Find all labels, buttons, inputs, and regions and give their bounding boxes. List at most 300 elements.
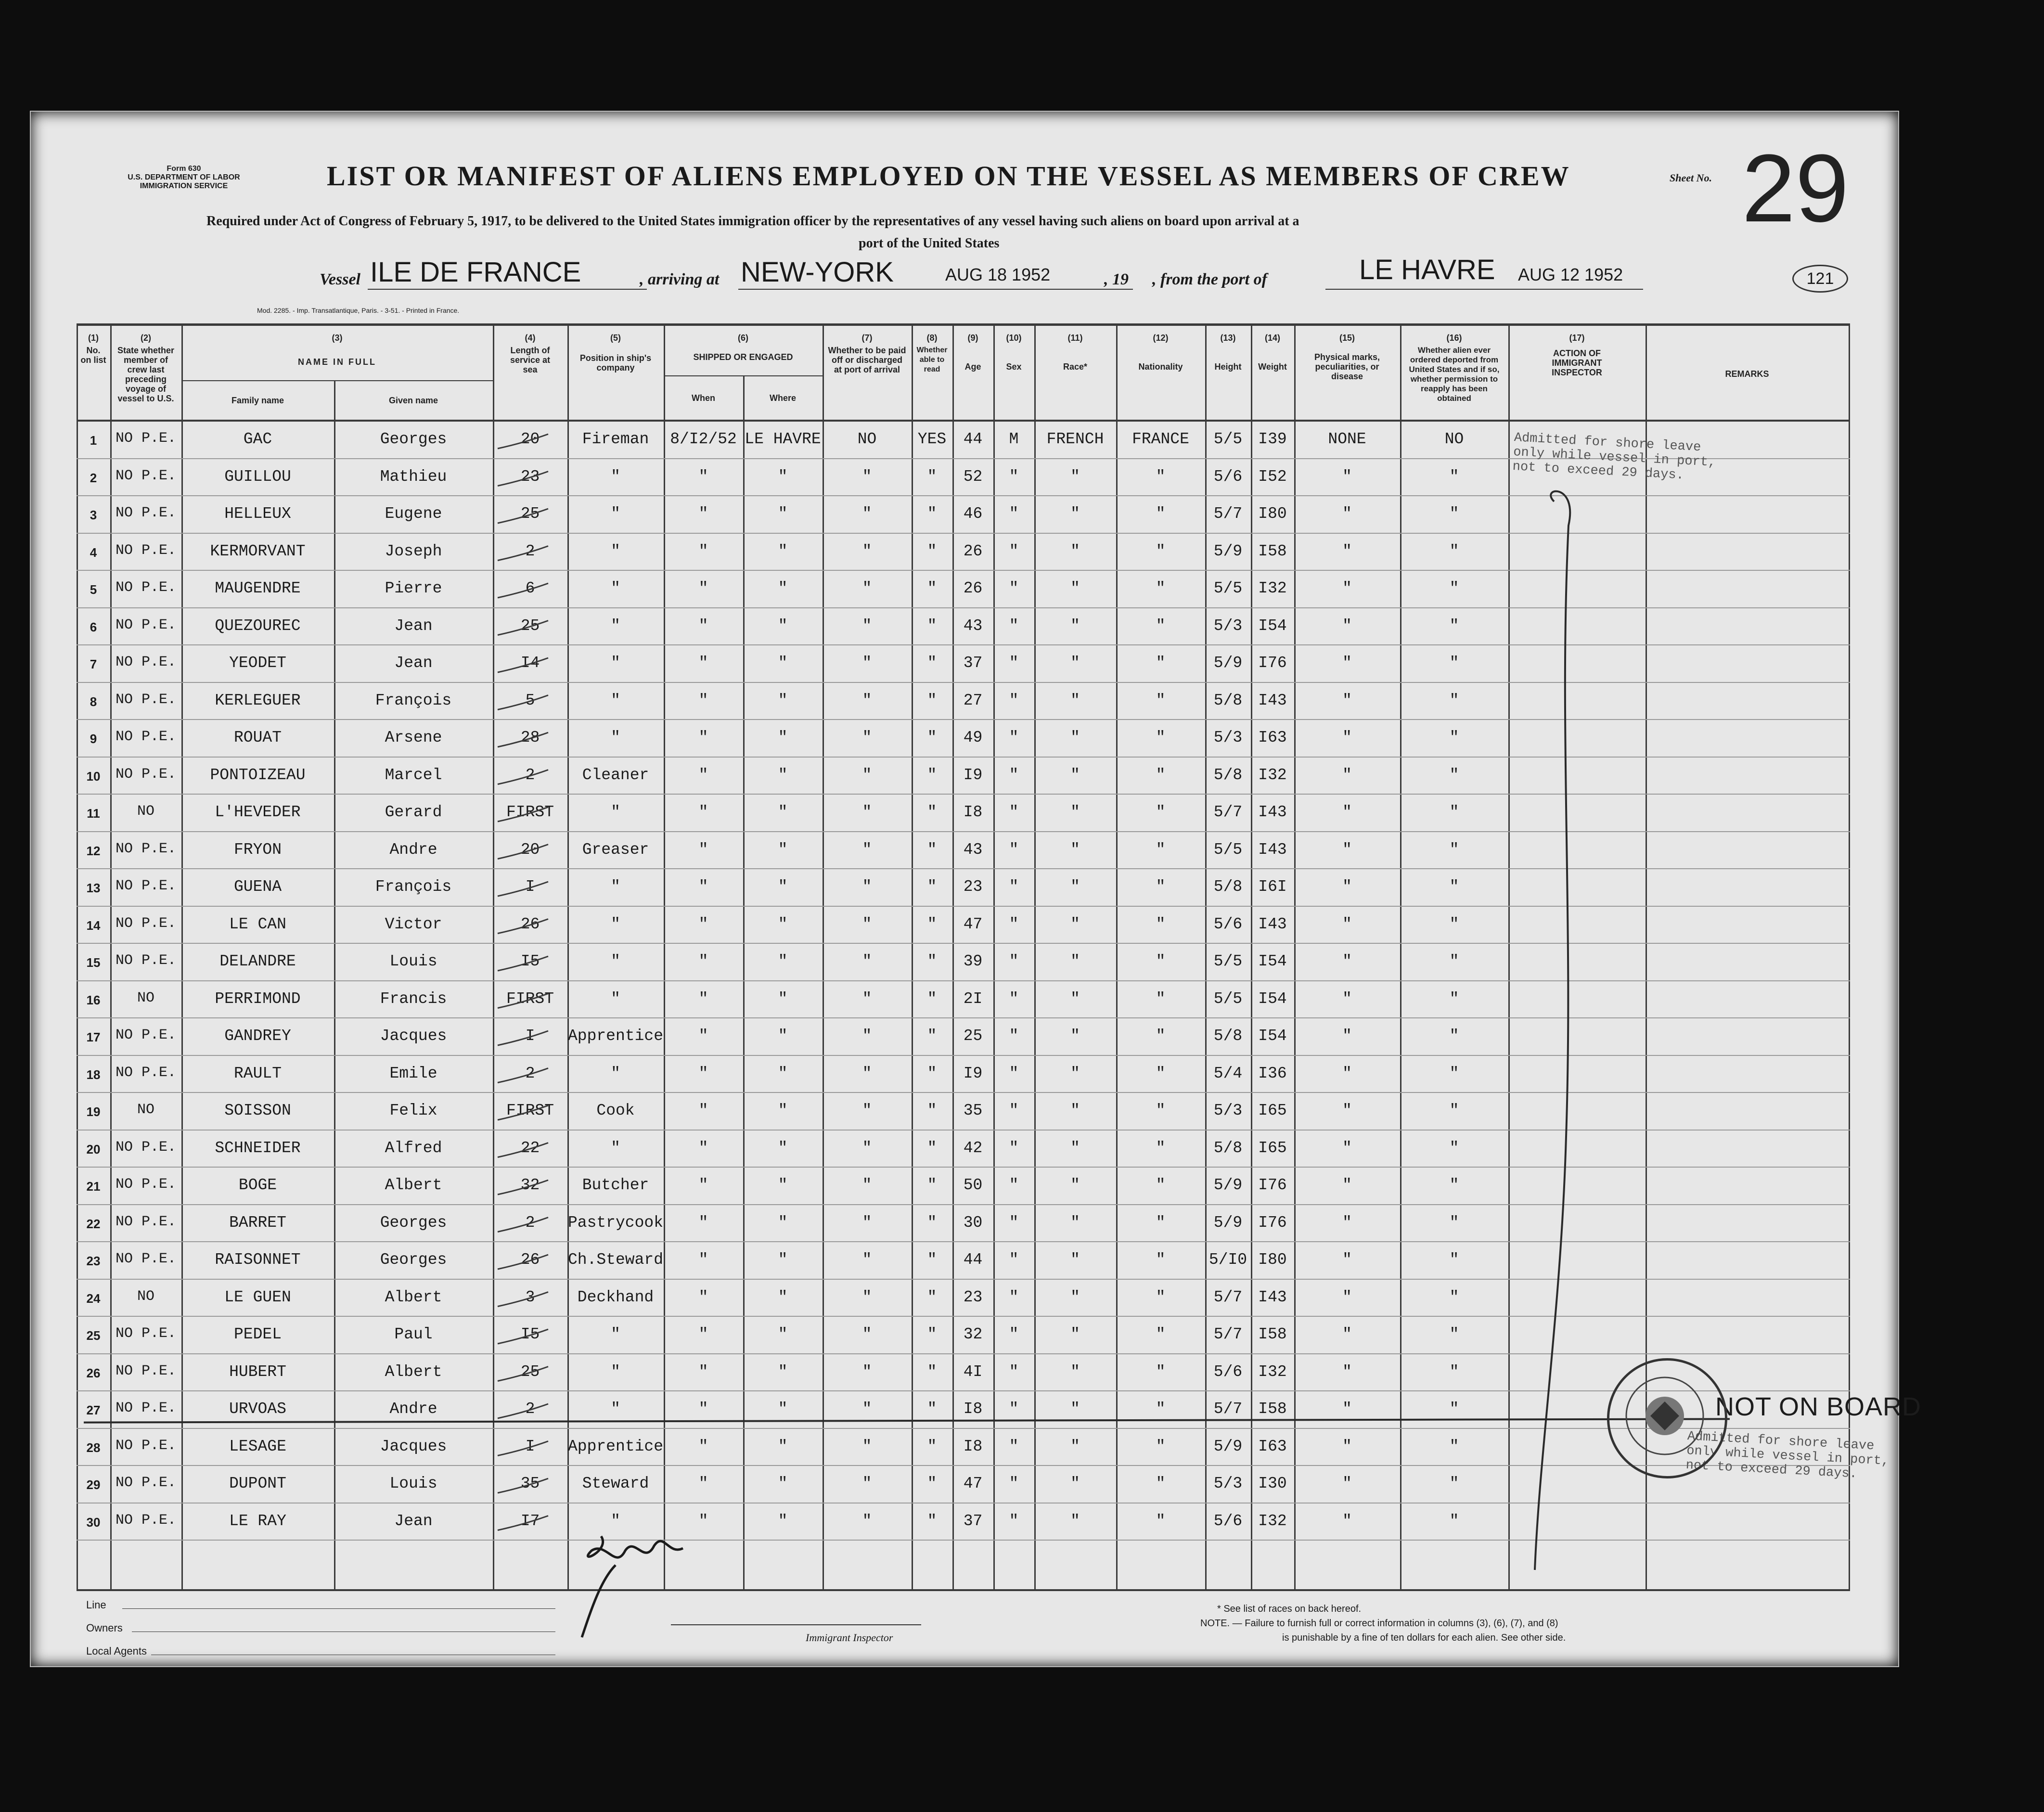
- cell-age: I8: [963, 803, 983, 821]
- cell-deported: ": [1449, 579, 1459, 597]
- cell-shipped-where: ": [778, 1288, 788, 1306]
- cell-weight: I63: [1258, 1437, 1287, 1455]
- cell-shipped-when: ": [698, 1102, 708, 1119]
- pencil-tick: [498, 1441, 548, 1456]
- cell-shipped-when: 8/I2/52: [670, 430, 737, 448]
- cell-shipped-when: ": [698, 467, 708, 486]
- cell-weight: I63: [1258, 729, 1287, 746]
- cell-height: 5/5: [1213, 952, 1243, 970]
- cell-nationality: ": [1156, 1251, 1166, 1269]
- cell-prev-voyage: NO: [137, 1288, 154, 1305]
- cell-race: ": [1070, 915, 1080, 933]
- cell-age: I8: [963, 1400, 983, 1418]
- cell-physical-marks: ": [1342, 1362, 1352, 1381]
- cell-sex: ": [1009, 729, 1019, 746]
- cell-given-name: Andre: [389, 1400, 437, 1418]
- cell-row-number: 10: [86, 769, 101, 784]
- cell-able-to-read: ": [927, 1362, 937, 1381]
- cell-family-name: LE CAN: [229, 915, 286, 933]
- form-number: Form 630: [167, 165, 201, 173]
- cell-nationality: ": [1156, 1139, 1166, 1157]
- required-text-1: Required under Act of Congress of February 5, 1917, to be delivered to the United States immigration officer by the representatives of any vessel having such aliens on board upon arrival at a: [206, 214, 1299, 229]
- footer-line-rule: [122, 1608, 555, 1609]
- col7-label: Whether to be paid off or discharged at port of arrival: [828, 346, 906, 374]
- cell-service-length: I4: [520, 654, 540, 672]
- cell-shipped-where: ": [778, 1251, 788, 1269]
- cell-paid-off: ": [862, 915, 872, 933]
- cell-able-to-read: ": [927, 1213, 937, 1232]
- cell-given-name: Jean: [394, 1512, 433, 1530]
- cell-height: 5/5: [1213, 990, 1243, 1008]
- cell-shipped-when: ": [698, 1139, 708, 1157]
- footer-note-2: is punishable by a fine of ten dollars for each alien. See other side.: [1282, 1632, 1566, 1643]
- cell-sex: ": [1009, 1288, 1019, 1306]
- cell-weight: I54: [1258, 990, 1287, 1008]
- cell-able-to-read: ": [927, 878, 937, 896]
- col8-num: (8): [926, 333, 938, 343]
- cell-able-to-read: ": [927, 840, 937, 859]
- cell-nationality: ": [1156, 1176, 1166, 1194]
- cell-able-to-read: ": [927, 1176, 937, 1194]
- cell-height: 5/3: [1213, 729, 1243, 746]
- cell-family-name: PEDEL: [233, 1325, 282, 1343]
- cell-family-name: BARRET: [229, 1213, 286, 1232]
- cell-age: 46: [963, 505, 983, 523]
- cell-physical-marks: ": [1342, 1400, 1352, 1418]
- cell-deported: ": [1449, 766, 1459, 784]
- cell-paid-off: ": [862, 654, 872, 672]
- cell-service-length: 2: [525, 542, 535, 560]
- cell-deported: NO: [1444, 430, 1464, 448]
- cell-weight: I43: [1258, 691, 1287, 709]
- cell-race: ": [1070, 1437, 1080, 1455]
- cell-able-to-read: ": [927, 766, 937, 784]
- arriving-port: NEW-YORK: [741, 257, 894, 288]
- cell-deported: ": [1449, 990, 1459, 1008]
- col6-label: SHIPPED OR ENGAGED: [693, 352, 793, 362]
- col5-header: [567, 333, 664, 373]
- cell-height: 5/9: [1213, 1437, 1243, 1455]
- cell-age: I8: [963, 1437, 983, 1455]
- cell-deported: ": [1449, 1475, 1459, 1492]
- cell-weight: I43: [1258, 915, 1287, 933]
- cell-sex: ": [1009, 1064, 1019, 1082]
- cell-service-length: 2: [525, 1400, 535, 1418]
- cell-position: Pastrycook: [567, 1213, 664, 1232]
- cell-given-name: Georges: [380, 1213, 447, 1232]
- col9-label: Age: [964, 362, 981, 372]
- cell-position: Steward: [582, 1475, 649, 1492]
- cell-shipped-when: ": [698, 729, 708, 746]
- cell-service-length: 2: [525, 766, 535, 784]
- cell-physical-marks: ": [1342, 1325, 1352, 1343]
- col17-num: (17): [1569, 333, 1585, 343]
- cell-sex: ": [1009, 990, 1019, 1008]
- cell-age: 49: [963, 729, 983, 746]
- col14-header: [1251, 333, 1294, 372]
- cell-shipped-where: ": [778, 654, 788, 672]
- cell-shipped-when: ": [698, 1512, 708, 1530]
- cell-able-to-read: ": [927, 1437, 937, 1455]
- cell-height: 5/8: [1213, 1139, 1243, 1157]
- cell-position: ": [611, 1139, 620, 1157]
- cell-able-to-read: ": [927, 1139, 937, 1157]
- cell-deported: ": [1449, 505, 1459, 523]
- col17-label: ACTION OF IMMIGRANT INSPECTOR: [1552, 348, 1602, 377]
- cell-sex: ": [1009, 840, 1019, 859]
- col17-header: [1508, 333, 1645, 377]
- cell-physical-marks: ": [1342, 617, 1352, 635]
- cell-service-length: 26: [520, 915, 540, 933]
- sheet-label: Sheet No.: [1670, 172, 1712, 184]
- cell-physical-marks: ": [1342, 729, 1352, 746]
- cell-nationality: ": [1156, 766, 1166, 784]
- cell-service-length: FIRST: [506, 990, 554, 1008]
- cell-prev-voyage: NO P.E.: [115, 840, 177, 857]
- cell-shipped-when: ": [698, 505, 708, 523]
- cell-physical-marks: ": [1342, 654, 1352, 672]
- cell-family-name: YEODET: [229, 654, 286, 672]
- cell-deported: ": [1449, 1251, 1459, 1269]
- cell-paid-off: ": [862, 803, 872, 821]
- cell-given-name: Eugene: [385, 505, 442, 523]
- cell-shipped-when: ": [698, 1251, 708, 1269]
- cell-height: 5/8: [1213, 1027, 1243, 1045]
- cell-race: ": [1070, 1288, 1080, 1306]
- cell-weight: I32: [1258, 1362, 1287, 1381]
- cell-given-name: Francis: [380, 990, 447, 1008]
- cell-position: ": [611, 617, 620, 635]
- cell-age: I9: [963, 1064, 983, 1082]
- manifest-table: [77, 323, 1922, 1589]
- cell-given-name: Victor: [385, 915, 442, 933]
- cell-given-name: Paul: [394, 1325, 433, 1343]
- cell-nationality: ": [1156, 915, 1166, 933]
- cell-paid-off: ": [862, 878, 872, 896]
- cell-height: 5/9: [1213, 1213, 1243, 1232]
- cell-race: ": [1070, 1362, 1080, 1381]
- cell-prev-voyage: NO P.E.: [115, 579, 177, 596]
- pencil-tick: [498, 658, 548, 672]
- cell-prev-voyage: NO P.E.: [115, 505, 177, 521]
- not-on-board-stamp: NOT ON BOARD: [1715, 1392, 1922, 1421]
- cell-age: 47: [963, 1475, 983, 1492]
- cell-family-name: DUPONT: [229, 1475, 286, 1492]
- consular-seal: [1607, 1358, 1727, 1478]
- cell-race: ": [1070, 542, 1080, 560]
- col16-header: [1400, 333, 1508, 403]
- cell-deported: ": [1449, 1027, 1459, 1045]
- cell-given-name: Albert: [385, 1288, 442, 1306]
- cell-family-name: BOGE: [238, 1176, 277, 1194]
- cell-deported: ": [1449, 729, 1459, 746]
- cell-weight: I76: [1258, 1213, 1287, 1232]
- col15-header: [1294, 333, 1400, 381]
- col1-num: (1): [88, 333, 99, 343]
- cell-able-to-read: ": [927, 1064, 937, 1082]
- cell-race: ": [1070, 1475, 1080, 1492]
- footer-note-races: * See list of races on back hereof.: [1217, 1604, 1362, 1614]
- cell-physical-marks: ": [1342, 1437, 1352, 1455]
- cell-deported: ": [1449, 691, 1459, 709]
- pencil-tick: [498, 919, 548, 934]
- from-underline: [1325, 289, 1643, 290]
- cell-shipped-when: ": [698, 878, 708, 896]
- cell-prev-voyage: NO P.E.: [115, 878, 177, 894]
- pencil-tick: [498, 770, 548, 784]
- cell-position: ": [611, 1325, 620, 1343]
- cell-age: 2I: [963, 990, 983, 1008]
- cell-family-name: RAULT: [233, 1064, 282, 1082]
- departure-date: AUG 12 1952: [1518, 265, 1623, 284]
- cell-paid-off: ": [862, 1400, 872, 1418]
- cell-nationality: ": [1156, 579, 1166, 597]
- manifest-sheet: [30, 111, 1922, 1667]
- cell-age: 39: [963, 952, 983, 970]
- cell-height: 5/7: [1213, 1325, 1243, 1343]
- cell-paid-off: ": [862, 1251, 872, 1269]
- cell-position: Greaser: [582, 840, 649, 859]
- cell-family-name: SCHNEIDER: [215, 1139, 301, 1157]
- cell-row-number: 29: [86, 1478, 101, 1492]
- admitted-note-top: Admitted for shore leave only while vessel in port, not to exceed 29 days.: [1512, 431, 1716, 483]
- cell-nationality: ": [1156, 990, 1166, 1008]
- cell-shipped-where: ": [778, 1064, 788, 1082]
- cell-age: 37: [963, 1512, 983, 1530]
- cell-given-name: Pierre: [385, 579, 442, 597]
- col3-header: [181, 333, 493, 367]
- cell-service-length: 6: [525, 579, 535, 597]
- cell-able-to-read: ": [927, 990, 937, 1008]
- cell-height: 5/9: [1213, 1176, 1243, 1194]
- cell-position: ": [611, 579, 620, 597]
- cell-shipped-when: ": [698, 1288, 708, 1306]
- sheet-sub-number: [1792, 265, 1848, 293]
- cell-given-name: Georges: [380, 1251, 447, 1269]
- cell-shipped-where: LE HAVRE: [745, 430, 821, 448]
- cell-paid-off: ": [862, 1102, 872, 1119]
- cell-row-number: 1: [90, 433, 97, 448]
- remarks-header: REMARKS: [1725, 369, 1769, 379]
- cell-shipped-where: ": [778, 952, 788, 970]
- cell-position: ": [611, 542, 620, 560]
- cell-family-name: SOISSON: [224, 1102, 291, 1119]
- col6-header: [664, 333, 823, 362]
- cell-physical-marks: ": [1342, 1027, 1352, 1045]
- cell-prev-voyage: NO P.E.: [115, 1027, 177, 1043]
- cell-family-name: KERMORVANT: [210, 542, 306, 560]
- cell-shipped-where: ": [778, 1437, 788, 1455]
- cell-deported: ": [1449, 1437, 1459, 1455]
- cell-given-name: Albert: [385, 1362, 442, 1381]
- cell-physical-marks: ": [1342, 990, 1352, 1008]
- cell-shipped-when: ": [698, 1437, 708, 1455]
- shipped-subhead-line: [664, 375, 823, 376]
- cell-sex: ": [1009, 617, 1019, 635]
- cell-position: ": [611, 691, 620, 709]
- col7-num: (7): [861, 333, 873, 343]
- cell-row-number: 8: [90, 694, 97, 709]
- cell-race: ": [1070, 803, 1080, 821]
- cell-row-number: 24: [86, 1291, 101, 1306]
- cell-row-number: 16: [86, 992, 101, 1007]
- cell-sex: ": [1009, 766, 1019, 784]
- vessel-label: Vessel: [320, 270, 360, 288]
- cell-race: ": [1070, 1251, 1080, 1269]
- cell-nationality: ": [1156, 803, 1166, 821]
- footer-note-1: NOTE. — Failure to furnish full or correct information in columns (3), (6), (7), and (8): [1200, 1618, 1558, 1629]
- cell-race: ": [1070, 1102, 1080, 1119]
- cell-deported: ": [1449, 952, 1459, 970]
- cell-row-number: 17: [86, 1030, 101, 1044]
- cell-race: ": [1070, 691, 1080, 709]
- cell-service-length: 23: [520, 467, 540, 486]
- cell-family-name: GANDREY: [224, 1027, 291, 1045]
- cell-position: Butcher: [582, 1176, 649, 1194]
- cell-service-length: I: [525, 1437, 535, 1455]
- form-department: U.S. DEPARTMENT OF LABOR: [128, 173, 240, 181]
- cell-family-name: URVOAS: [229, 1400, 286, 1418]
- inspector-signature-line: [671, 1624, 921, 1625]
- cell-prev-voyage: NO P.E.: [115, 1362, 177, 1379]
- vessel-name: ILE DE FRANCE: [370, 257, 581, 288]
- pencil-tick: [498, 583, 548, 598]
- cell-height: 5/I0: [1208, 1251, 1247, 1269]
- cell-nationality: ": [1156, 1288, 1166, 1306]
- col1-label: No. on list: [80, 346, 106, 365]
- consular-seal-graphic: [1607, 1358, 1723, 1474]
- cell-deported: ": [1449, 1064, 1459, 1082]
- cell-shipped-when: ": [698, 840, 708, 859]
- cell-physical-marks: ": [1342, 1102, 1352, 1119]
- admitted-note-bottom: Admitted for shore leave only while vessel in port, not to exceed 29 days.: [1685, 1429, 1890, 1482]
- cell-row-number: 13: [86, 881, 101, 895]
- cell-family-name: RAISONNET: [215, 1251, 301, 1269]
- cell-shipped-when: ": [698, 691, 708, 709]
- cell-prev-voyage: NO P.E.: [115, 1251, 177, 1267]
- cell-shipped-when: ": [698, 990, 708, 1008]
- vessel-underline: [368, 289, 647, 290]
- table-bottom-border: [77, 1589, 1850, 1591]
- cell-race: ": [1070, 1213, 1080, 1232]
- cell-row-number: 22: [86, 1216, 101, 1231]
- cell-age: 47: [963, 915, 983, 933]
- cell-sex: ": [1009, 1325, 1019, 1343]
- cell-deported: ": [1449, 1288, 1459, 1306]
- cell-row-number: 11: [87, 806, 100, 821]
- cell-shipped-where: ": [778, 1400, 788, 1418]
- cell-position: ": [611, 952, 620, 970]
- cell-paid-off: ": [862, 1475, 872, 1492]
- cell-given-name: Arsene: [385, 729, 442, 746]
- cell-shipped-where: ": [778, 1213, 788, 1232]
- cell-given-name: Jacques: [380, 1437, 447, 1455]
- footer-owners-label: Owners: [86, 1622, 123, 1634]
- col11-header: [1034, 333, 1116, 372]
- cell-service-length: I: [525, 1027, 535, 1045]
- col14-label: Weight: [1258, 362, 1287, 372]
- cell-prev-voyage: NO P.E.: [115, 915, 177, 932]
- cell-weight: I65: [1258, 1102, 1287, 1119]
- cell-nationality: ": [1156, 1102, 1166, 1119]
- cell-nationality: ": [1156, 1213, 1166, 1232]
- cell-nationality: ": [1156, 1064, 1166, 1082]
- cell-race: ": [1070, 1139, 1080, 1157]
- cell-family-name: LESAGE: [229, 1437, 286, 1455]
- col15-label: Physical marks, peculiarities, or disease: [1314, 352, 1380, 381]
- cell-able-to-read: ": [927, 579, 937, 597]
- cell-able-to-read: ": [927, 952, 937, 970]
- cell-nationality: ": [1156, 654, 1166, 672]
- cell-physical-marks: ": [1342, 1475, 1352, 1492]
- cell-sex: ": [1009, 505, 1019, 523]
- pencil-tick: [498, 956, 548, 971]
- cell-height: 5/8: [1213, 878, 1243, 896]
- cell-physical-marks: ": [1342, 691, 1352, 709]
- cell-row-number: 14: [86, 918, 101, 933]
- cell-sex: ": [1009, 1400, 1019, 1418]
- cell-physical-marks: ": [1342, 1251, 1352, 1269]
- cell-paid-off: ": [862, 1512, 872, 1530]
- cell-row-number: 26: [86, 1365, 101, 1380]
- col13-header: [1205, 333, 1251, 372]
- pencil-tick: [498, 509, 548, 523]
- cell-physical-marks: ": [1342, 1176, 1352, 1194]
- cell-shipped-when: ": [698, 1027, 708, 1045]
- cell-paid-off: ": [862, 1064, 872, 1082]
- manifest-title: LIST OR MANIFEST OF ALIENS EMPLOYED ON THE VESSEL AS MEMBERS OF CREW: [327, 160, 1570, 192]
- cell-row-number: 18: [86, 1067, 101, 1082]
- arrival-date: AUG 18 1952: [945, 265, 1051, 284]
- cell-family-name: MAUGENDRE: [215, 579, 301, 597]
- cell-position: Apprentice: [567, 1437, 664, 1455]
- cell-deported: ": [1449, 840, 1459, 859]
- cell-given-name: Mathieu: [380, 467, 447, 486]
- cell-shipped-when: ": [698, 1213, 708, 1232]
- arriving-label: , arriving at: [640, 270, 720, 288]
- cell-weight: I54: [1258, 1027, 1287, 1045]
- cell-prev-voyage: NO: [137, 1102, 154, 1118]
- cell-shipped-where: ": [778, 1512, 788, 1530]
- cell-height: 5/7: [1213, 1288, 1243, 1306]
- cell-prev-voyage: NO P.E.: [115, 467, 177, 484]
- cell-given-name: Georges: [380, 430, 447, 448]
- pencil-ticks: [495, 422, 591, 1589]
- pencil-tick: [498, 994, 548, 1008]
- cell-height: 5/3: [1213, 617, 1243, 635]
- cell-deported: ": [1449, 1102, 1459, 1119]
- cell-weight: I36: [1258, 1064, 1287, 1082]
- col12-header: [1116, 333, 1205, 372]
- cell-deported: ": [1449, 617, 1459, 635]
- cell-height: 5/6: [1213, 467, 1243, 486]
- pencil-tick: [498, 695, 548, 710]
- cell-prev-voyage: NO: [137, 803, 154, 820]
- cell-family-name: L'HEVEDER: [215, 803, 301, 821]
- cell-paid-off: ": [862, 1437, 872, 1455]
- col4-label: Length of service at sea: [510, 346, 551, 374]
- pencil-tick: [498, 621, 548, 635]
- cell-race: ": [1070, 654, 1080, 672]
- cell-race: ": [1070, 1027, 1080, 1045]
- cell-paid-off: ": [862, 766, 872, 784]
- cell-shipped-where: ": [778, 467, 788, 486]
- cell-shipped-when: ": [698, 1362, 708, 1381]
- cell-paid-off: ": [862, 1362, 872, 1381]
- cell-race: ": [1070, 766, 1080, 784]
- cell-deported: ": [1449, 467, 1459, 486]
- cell-able-to-read: ": [927, 729, 937, 746]
